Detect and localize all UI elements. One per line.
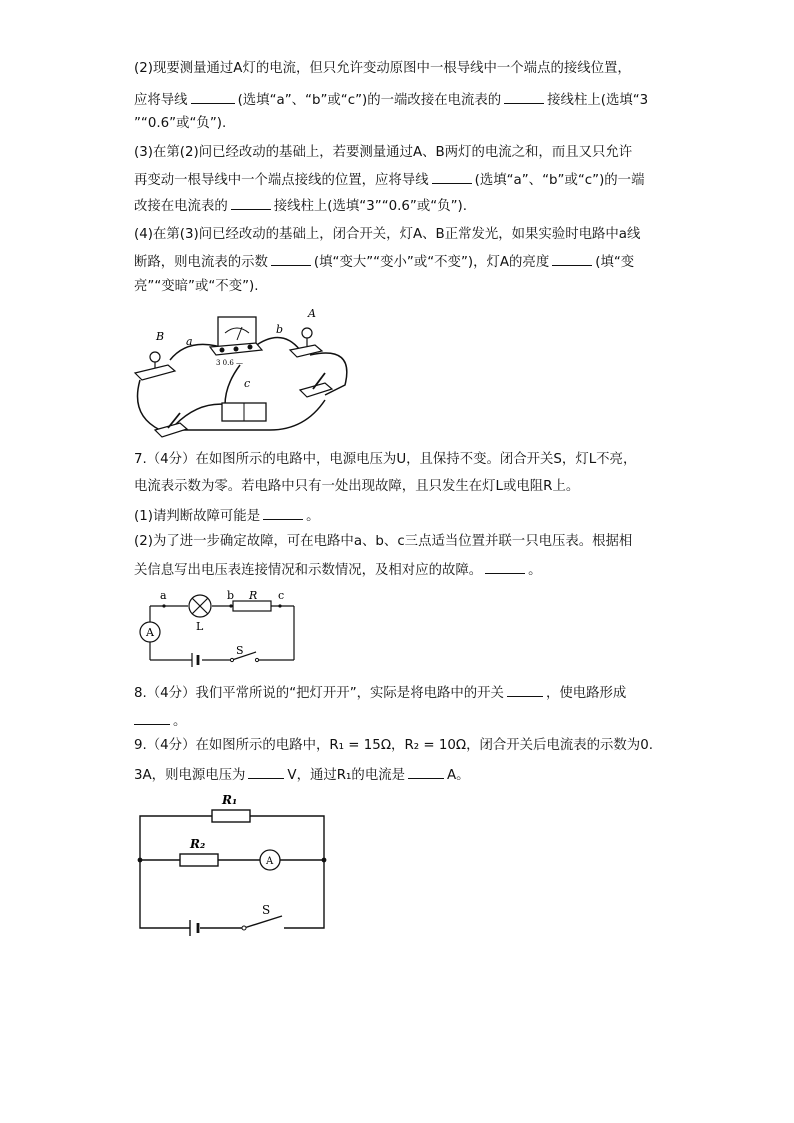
point-a-label: a [160,589,167,602]
lamp-b-icon [150,352,160,362]
q8-line2 [134,711,186,731]
text: 。 [528,563,542,578]
ammeter-scale-label: 3 0.6 — [216,359,244,367]
text: 。 [173,714,187,729]
q7-line1: 7.（4分）在如图所示的电路中，电源电压为U，且保持不变。闭合开关S，灯L不亮， [134,452,637,467]
text: (选填“a”、“b”或“c”)的一端 [474,173,645,188]
point-c-label: c [278,589,285,602]
text: (1)请判断故障可能是 [134,509,261,524]
answer-blank [134,711,170,725]
resistor-label: R [249,589,258,602]
answer-blank [248,765,284,779]
ammeter-label: A [266,856,274,867]
text: A。 [447,768,470,783]
q7-line5 [134,560,542,580]
text: 关信息写出电压表连接情况和示数情况，及相对应的故障。 [134,563,483,578]
q7-line4: (2)为了进一步确定故障，可在电路中a、b、c三点适当位置并联一只电压表。根据相 [134,534,633,549]
q6-p4-line1: (4)在第(3)问已经改动的基础上，闭合开关，灯A、B正常发光，如果实验时电路中a线 [134,227,641,242]
r1-label: R₁ [222,793,238,807]
answer-blank [231,196,271,210]
lamp-a-icon [302,328,312,338]
text: 3A，则电源电压为 [134,768,246,783]
answer-blank [485,560,525,574]
q9-line2 [134,765,470,785]
q7-circuit-diagram [128,588,303,668]
q6-p3-line3 [134,196,467,216]
ammeter-label: A [146,626,154,639]
q6-p4-line2 [134,252,634,272]
q6-p3-line1: (3)在第(2)问已经改动的基础上，若要测量通过A、B两灯的电流之和，而且又只允许 [134,145,633,160]
q6-p2-line3: ”“0.6”或“负”). [134,116,227,131]
switch-s-icon [255,658,258,661]
label-wire-a: a [186,335,193,348]
resistor-r1-icon [212,810,250,822]
point-b-label: b [227,589,235,602]
answer-blank [432,170,472,184]
answer-blank [263,506,303,520]
q9-line1: 9.（4分）在如图所示的电路中，R₁ = 15Ω，R₂ = 10Ω，闭合开关后电流表的示数为0. [134,738,653,753]
text: 接线柱上(选填“3 [547,93,649,108]
lamp-a-base [290,345,322,357]
text: (填“变 [595,255,635,270]
text: 改接在电流表的 [134,199,228,214]
q6-p2-line1: (2)现要测量通过A灯的电流，但只允许变动原图中一根导线中一个端点的接线位置， [134,61,631,76]
ammeter-icon [218,317,256,347]
label-wire-c: c [244,377,251,390]
switch-label: S [262,903,271,917]
text: 8.（4分）我们平常所说的“把灯开开”，实际是将电路中的开关 [134,686,504,701]
switch-s-icon [242,926,246,930]
answer-blank [504,90,544,104]
text: 。 [306,509,320,524]
lamp-label: L [196,620,204,633]
label-wire-b: b [276,323,284,336]
q6-p4-line3: 亮”“变暗”或“不变”). [134,279,259,294]
resistor-r-icon [233,601,271,611]
q6-p2-line2 [134,90,648,110]
resistor-r2-icon [180,854,218,866]
r2-label: R₂ [190,837,206,851]
answer-blank [552,252,592,266]
answer-blank [408,765,444,779]
q7-line2: 电流表示数为零。若电路中只有一处出现故障，且只发生在灯L或电阻R上。 [134,479,580,494]
text: 应将导线 [134,93,188,108]
text: 再变动一根导线中一个端点接线的位置，应将导线 [134,173,429,188]
text: V，通过R₁的电流是 [287,768,405,783]
wire-c [225,365,240,405]
text: (填“变大”“变小”或“不变”)，灯A的亮度 [313,255,550,270]
q9-circuit-diagram [132,790,332,940]
text: ，使电路形成 [545,686,627,701]
text: (选填“a”、“b”或“c”)的一端改接在电流表的 [237,93,502,108]
label-a-lamp: A [308,307,316,320]
q8-line1 [134,683,626,703]
physical-circuit-figure [130,305,360,440]
text: 断路，则电流表的示数 [134,255,268,270]
answer-blank [507,683,543,697]
q7-line3 [134,506,319,526]
switch-label: S [236,644,244,657]
label-b-lamp: B [156,330,165,343]
answer-blank [271,252,311,266]
text: 接线柱上(选填“3”“0.6”或“负”). [273,199,468,214]
answer-blank [191,90,235,104]
q6-p3-line2 [134,170,644,190]
